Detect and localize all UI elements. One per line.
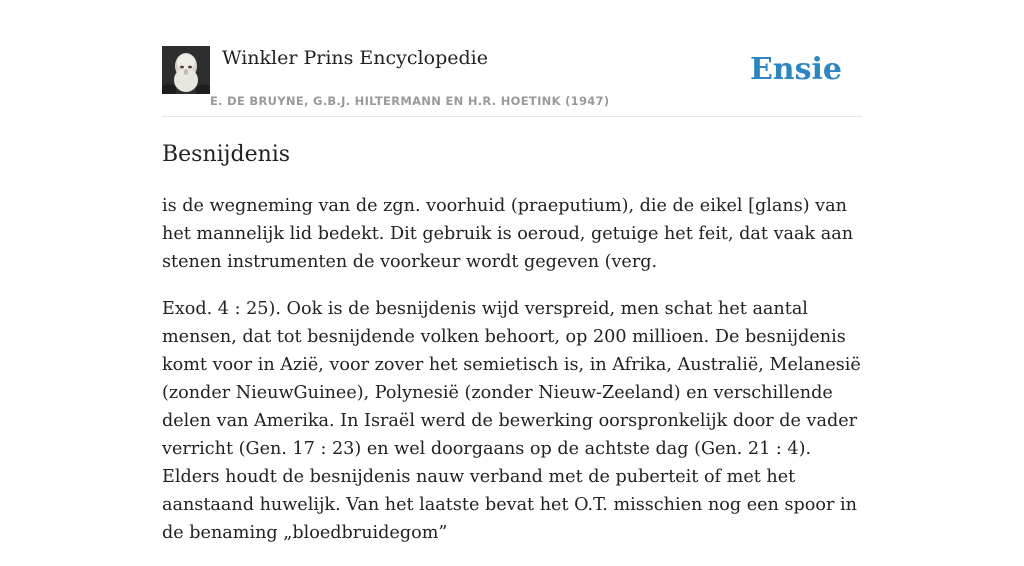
header bbox=[162, 46, 862, 117]
entry-body bbox=[162, 192, 868, 566]
authors-line: E. DE BRUYNE, G.B.J. HILTERMANN EN H.R. HOETINK (1947) bbox=[210, 94, 610, 108]
entry-paragraph: Exod. 4 : 25). Ook is de besnijdenis wijd verspreid, men schat het aantal mensen, dat tot besnijdende volken behoort, op 200 millioen. De besnijdenis komt voor in Azië, voor zover het semietisch is, in Afrika, Australië, Melanesië (zonder NieuwGuinee), Polynesië (zonder Nieuw-Zeeland) en verschillende delen van Amerika. In Israël werd de bewerking oorspronkelijk door de vader verricht (Gen. 17 : 23) en wel doorgaans op de achtste dag (Gen. 21 : 4). Elders houdt de besnijdenis nauw verband met de puberteit of met het aanstaand huwelijk. Van het laatste bevat het O.T. misschien nog een spoor in de benaming „bloedbruidegom” bbox=[162, 299, 861, 543]
ensie-logo-link[interactable]: Ensie bbox=[749, 52, 842, 87]
entry-title: Besnijdenis bbox=[162, 142, 291, 167]
book-title[interactable]: Winkler Prins Encyclopedie bbox=[222, 47, 488, 69]
author-portrait-icon[interactable] bbox=[162, 46, 210, 94]
entry-paragraph: is de wegneming van de zgn. voorhuid (praeputium), die de eikel [glans) van het mannelijk lid bedekt. Dit gebruik is oeroud, getuige het feit, dat vaak aan stenen instrumenten de voorkeur wordt gegeven (verg. bbox=[162, 196, 854, 272]
